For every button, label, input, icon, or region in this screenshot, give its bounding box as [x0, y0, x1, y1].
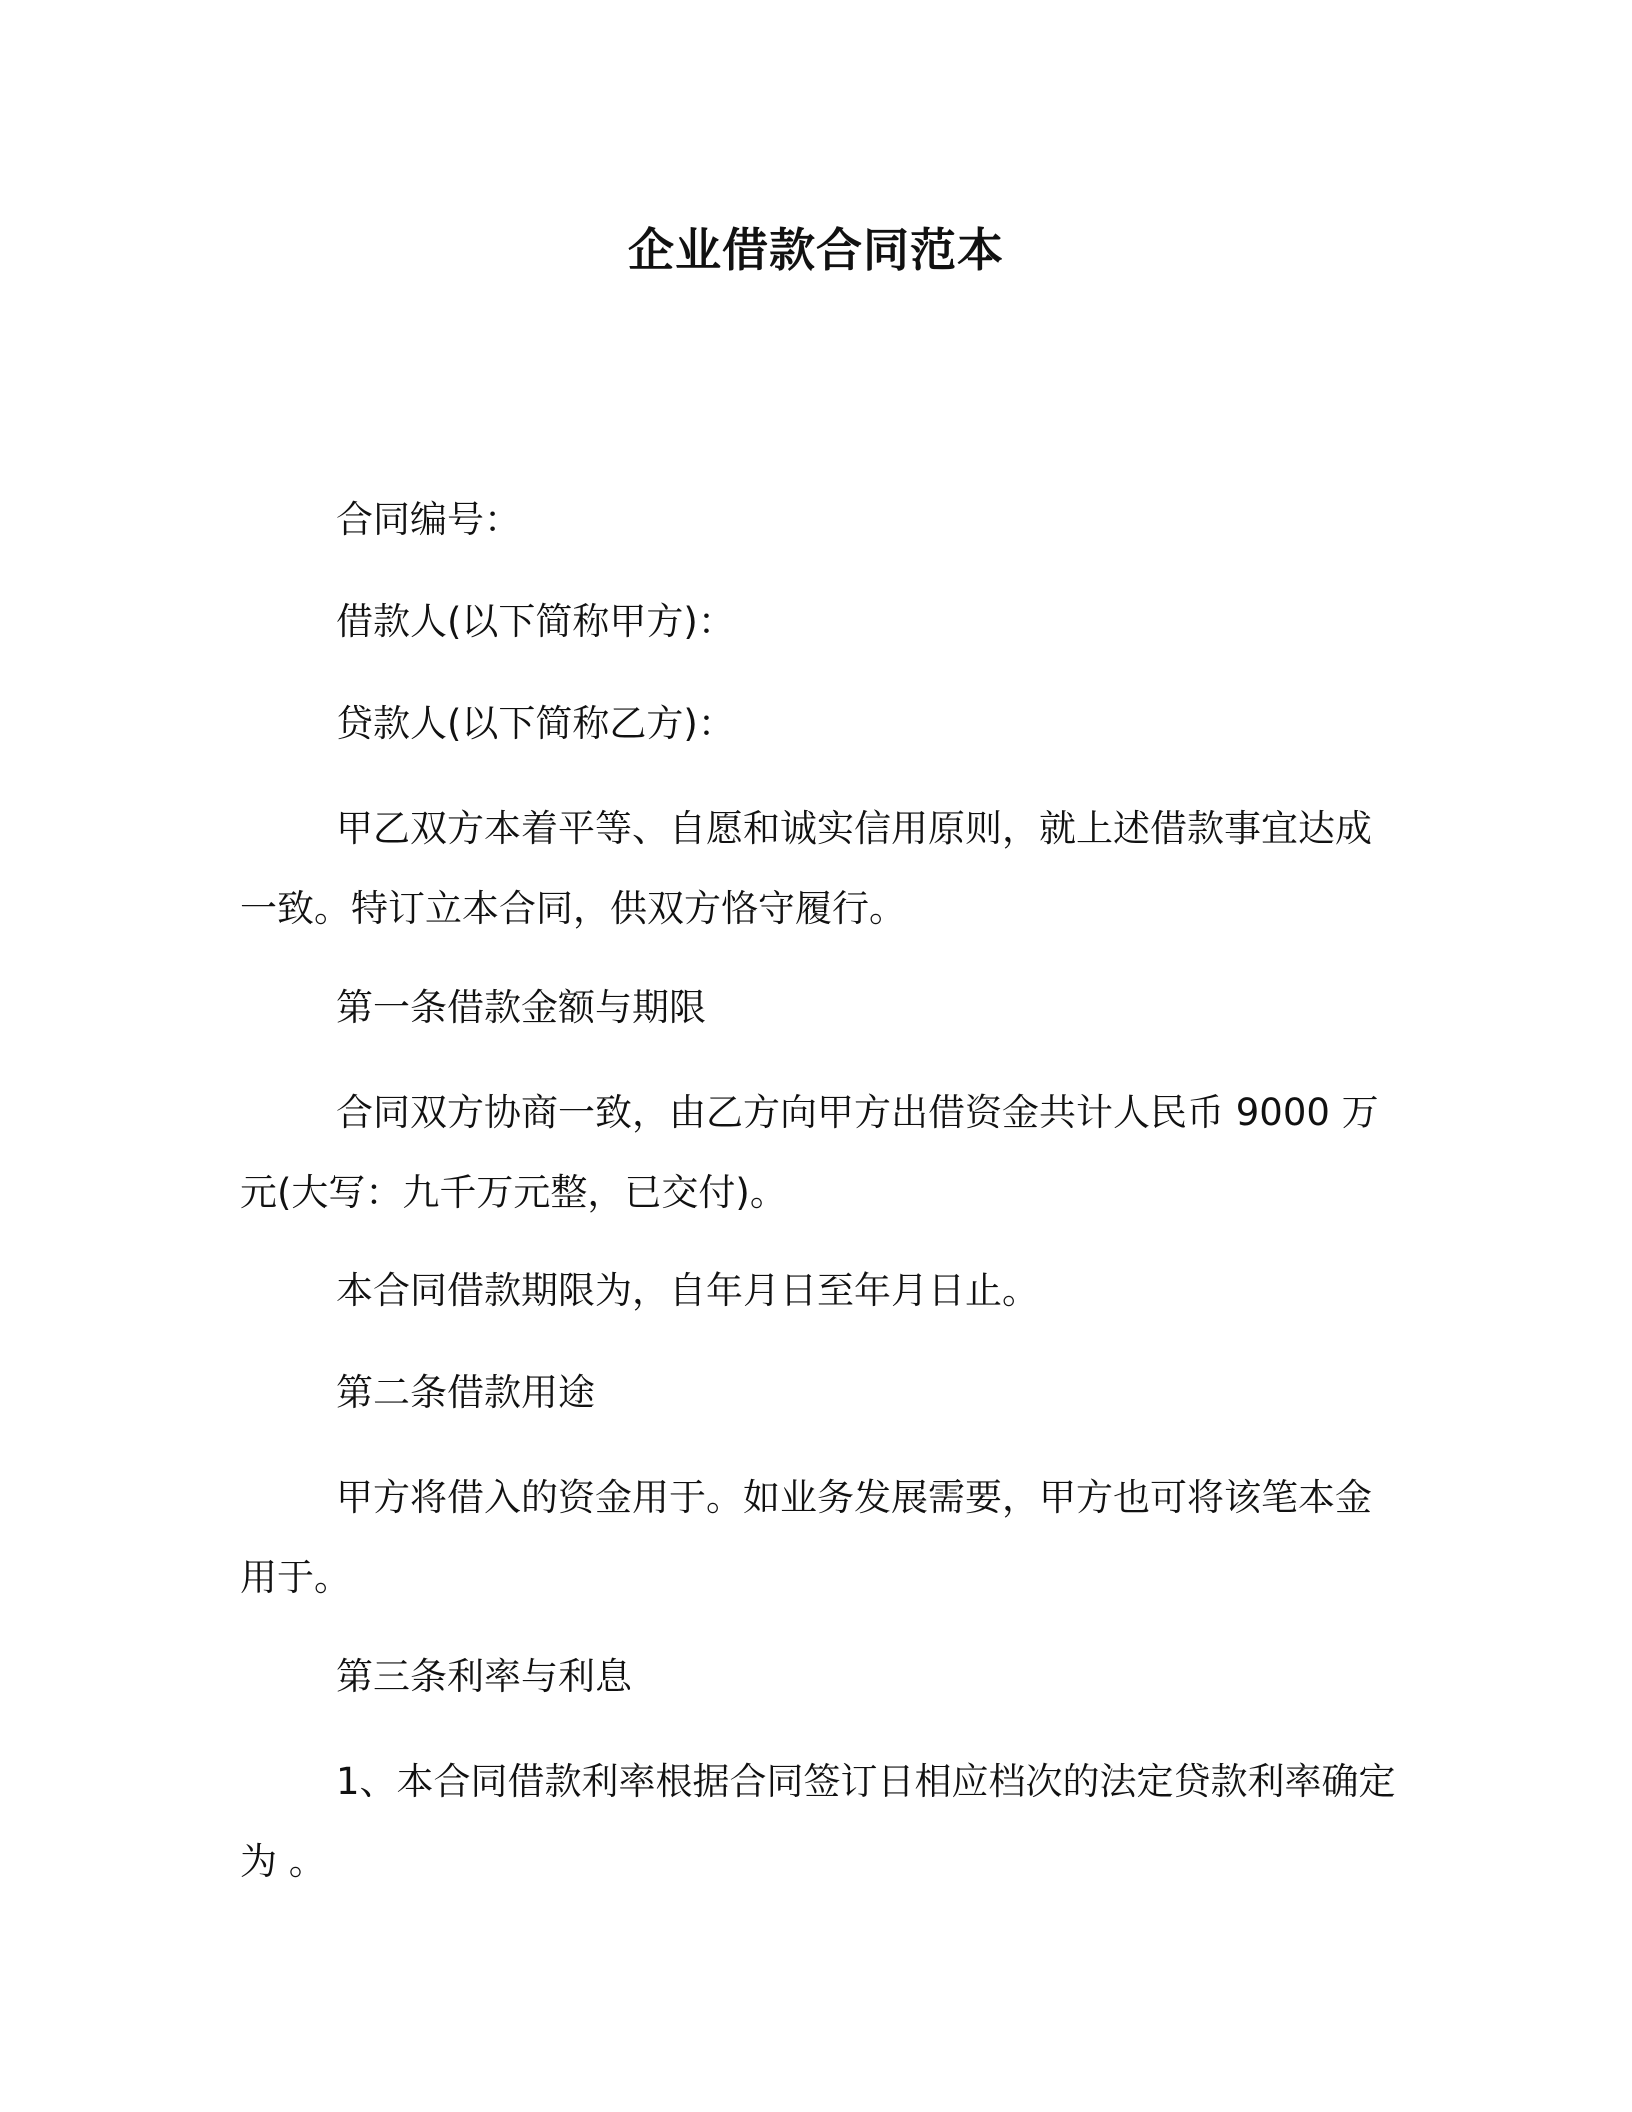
- contract-number-label: 合同编号：: [336, 498, 521, 541]
- article1-amount-paragraph: 合同双方协商一致，由乙方向甲方出借资金共计人民币 9000 万元(大写：九千万元整，已交付)。: [240, 1091, 1379, 1214]
- article2-body-paragraph: 甲方将借入的资金用于。如业务发展需要，甲方也可将该笔本金用于。: [240, 1476, 1372, 1599]
- article1-term-paragraph: 本合同借款期限为，自年月日至年月日止。: [336, 1269, 1039, 1312]
- lender-label: 贷款人(以下简称乙方)：: [336, 702, 735, 745]
- article3-item1-paragraph: 1、本合同借款利率根据合同签订日相应档次的法定贷款利率确定为 。: [240, 1760, 1396, 1883]
- article2-heading: 第二条借款用途: [336, 1371, 595, 1414]
- borrower-label: 借款人(以下简称甲方)：: [336, 600, 735, 643]
- preamble-paragraph: 甲乙双方本着平等、自愿和诚实信用原则，就上述借款事宜达成一致。特订立本合同，供双方恪守履行。: [240, 807, 1372, 930]
- document-title: 企业借款合同范本: [628, 223, 1004, 277]
- article1-heading: 第一条借款金额与期限: [336, 986, 706, 1029]
- article3-heading: 第三条利率与利息: [336, 1655, 632, 1698]
